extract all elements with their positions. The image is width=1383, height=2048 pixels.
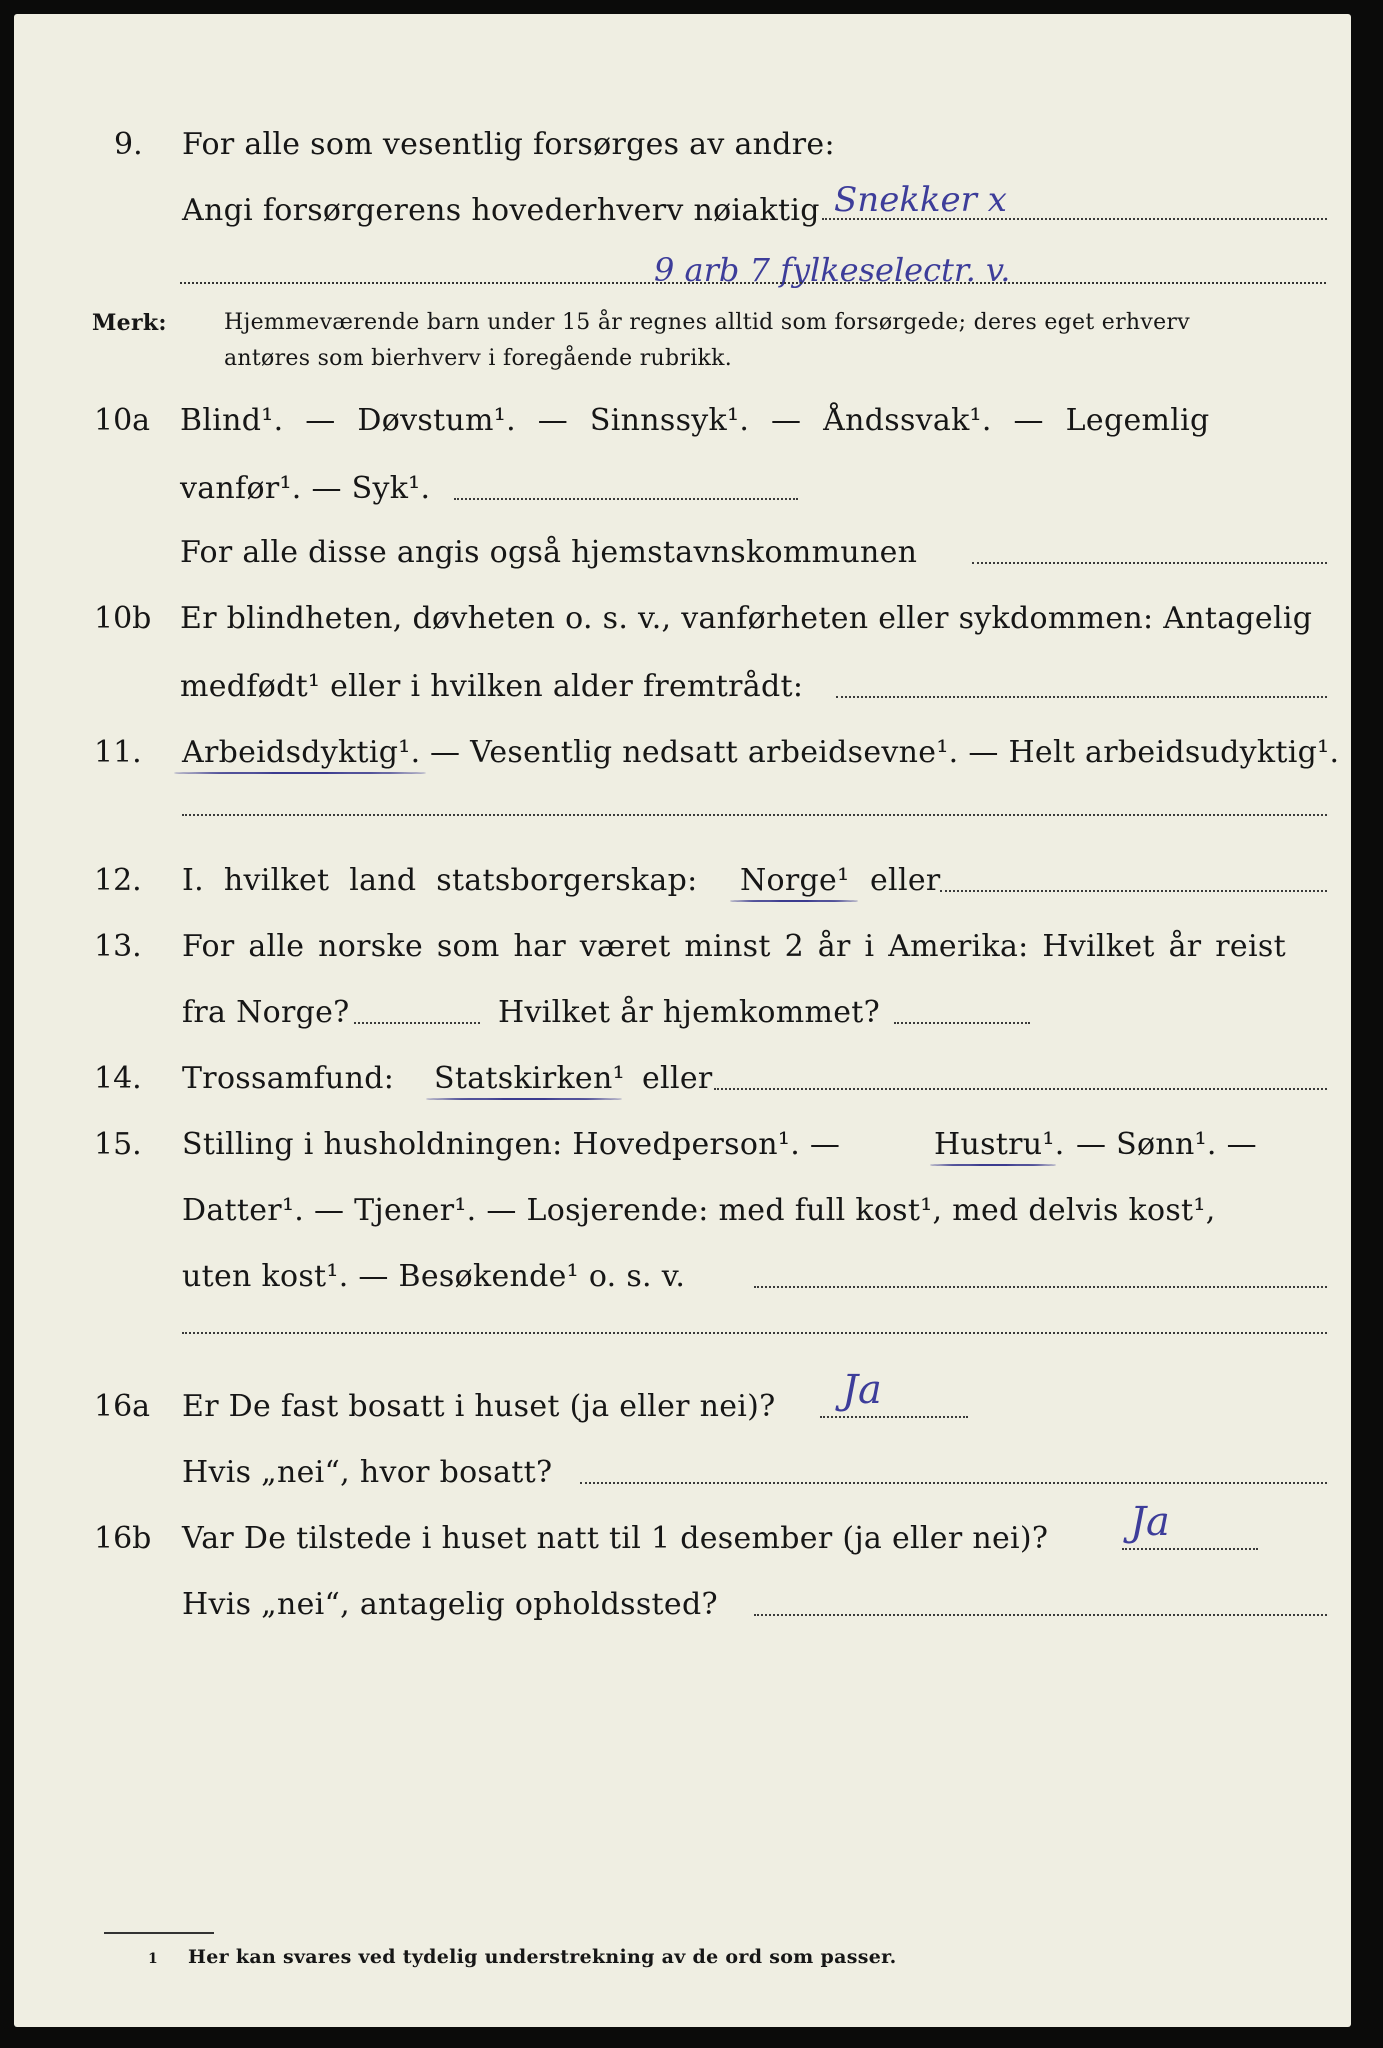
q13-hjemkommet-line <box>894 1022 1030 1024</box>
q13-line2a: fra Norge? <box>182 995 350 1030</box>
q14-number: 14. <box>94 1061 142 1096</box>
q16a-number: 16a <box>94 1389 151 1424</box>
q15-handwritten-underline <box>930 1164 1056 1166</box>
q9-line2: Angi forsørgerens hovederhverv nøiaktig <box>182 193 820 228</box>
q10b-number: 10b <box>94 601 152 636</box>
q14-option-statskirken: Statskirken¹ <box>434 1061 625 1096</box>
q15-line1c: — Sønn¹. — <box>1076 1127 1257 1162</box>
q10a-hjemstavn-line <box>972 562 1327 564</box>
q16b-line2: Hvis „nei“, antagelig opholdssted? <box>182 1587 718 1622</box>
q14-handwritten-underline <box>426 1098 622 1100</box>
q16b-answer-line <box>1122 1548 1258 1550</box>
q15-answer-line2 <box>182 1332 1327 1334</box>
q15-answer-line1 <box>754 1286 1327 1288</box>
q15-line1a: Stilling i husholdningen: Hovedperson¹. — <box>182 1127 841 1162</box>
q11-rest: — Vesentlig nedsatt arbeidsevne¹. — Helt arbeidsudyktig¹. <box>430 735 1340 770</box>
q10b-line1: Er blindheten, døvheten o. s. v., vanførheten eller sykdommen: Antagelig <box>180 601 1313 636</box>
q11-option-arbeidsdyktig: Arbeidsdyktig¹. <box>182 735 421 770</box>
q12-option-norge: Norge¹ <box>740 863 850 898</box>
q16b-line1: Var De tilstede i huset natt til 1 desember (ja eller nei)? <box>182 1521 1049 1556</box>
q12-number: 12. <box>94 863 142 898</box>
merk-line1: Hjemmeværende barn under 15 år regnes alltid som forsørgede; deres eget erhverv <box>224 310 1190 335</box>
q12-pre: I. hvilket land statsborgerskap: <box>182 863 698 898</box>
q14-pre: Trossamfund: <box>182 1061 395 1096</box>
q11-handwritten-underline <box>174 772 426 774</box>
q10b-line2: medfødt¹ eller i hvilken alder fremtrådt: <box>180 669 804 704</box>
q14-post: eller <box>642 1061 713 1096</box>
footnote-rule <box>104 1932 214 1934</box>
q15-line2: Datter¹. — Tjener¹. — Losjerende: med full kost¹, med delvis kost¹, <box>182 1193 1216 1228</box>
census-form-page <box>14 14 1351 2027</box>
q16a-handwritten-answer: Ja <box>842 1367 882 1413</box>
merk-line2: antøres som bierhverv i foregående rubrikk. <box>224 346 733 371</box>
q15-line3: uten kost¹. — Besøkende¹ o. s. v. <box>182 1259 686 1294</box>
q10a-syk-line <box>454 498 798 500</box>
q10a-line2: vanfør¹. — Syk¹. <box>180 471 431 506</box>
q11-number: 11. <box>94 735 142 770</box>
q15-option-hustru: Hustru¹. <box>934 1127 1065 1162</box>
q9-number: 9. <box>114 127 143 162</box>
q13-line2b: Hvilket år hjemkommet? <box>498 995 881 1030</box>
q9-line1: For alle som vesentlig forsørges av andre: <box>182 127 835 162</box>
q10a-line3: For alle disse angis også hjemstavnskommunen <box>180 535 918 570</box>
q10a-number: 10a <box>94 403 151 438</box>
q11-answer-line <box>182 814 1327 816</box>
q16a-line2: Hvis „nei“, hvor bosatt? <box>182 1455 553 1490</box>
q15-number: 15. <box>94 1127 142 1162</box>
q10a-line1: Blind¹. — Døvstum¹. — Sinnssyk¹. — Åndssvak¹. — Legemlig <box>180 403 1210 438</box>
q13-line1: For alle norske som har været minst 2 år i Amerika: Hvilket år reist <box>182 929 1286 964</box>
q10b-answer-line <box>836 696 1327 698</box>
q9-answer-line2 <box>180 282 1326 284</box>
q13-number: 13. <box>94 929 142 964</box>
q9-handwritten-answer1: Snekker x <box>834 180 1007 220</box>
q12-handwritten-underline <box>730 900 858 902</box>
q12-answer-line <box>940 890 1327 892</box>
footnote-mark: 1 <box>148 1951 159 1967</box>
q16b-handwritten-answer: Ja <box>1130 1499 1170 1545</box>
q13-reist-line <box>354 1022 480 1024</box>
q16a-answer-line <box>820 1416 968 1418</box>
q9-handwritten-answer2: 9 arb 7 fylkeselectr. v. <box>654 251 1011 289</box>
merk-label: Merk: <box>92 310 167 336</box>
q12-post: eller <box>870 863 941 898</box>
q16b-opholdssted-line <box>754 1614 1327 1616</box>
footnote-text: Her kan svares ved tydelig understrekning av de ord som passer. <box>188 1946 897 1968</box>
q16a-bosatt-line <box>580 1482 1327 1484</box>
q14-answer-line <box>714 1088 1327 1090</box>
q9-answer-line1 <box>822 218 1327 220</box>
q16a-line1: Er De fast bosatt i huset (ja eller nei)? <box>182 1389 776 1424</box>
q16b-number: 16b <box>94 1521 152 1556</box>
